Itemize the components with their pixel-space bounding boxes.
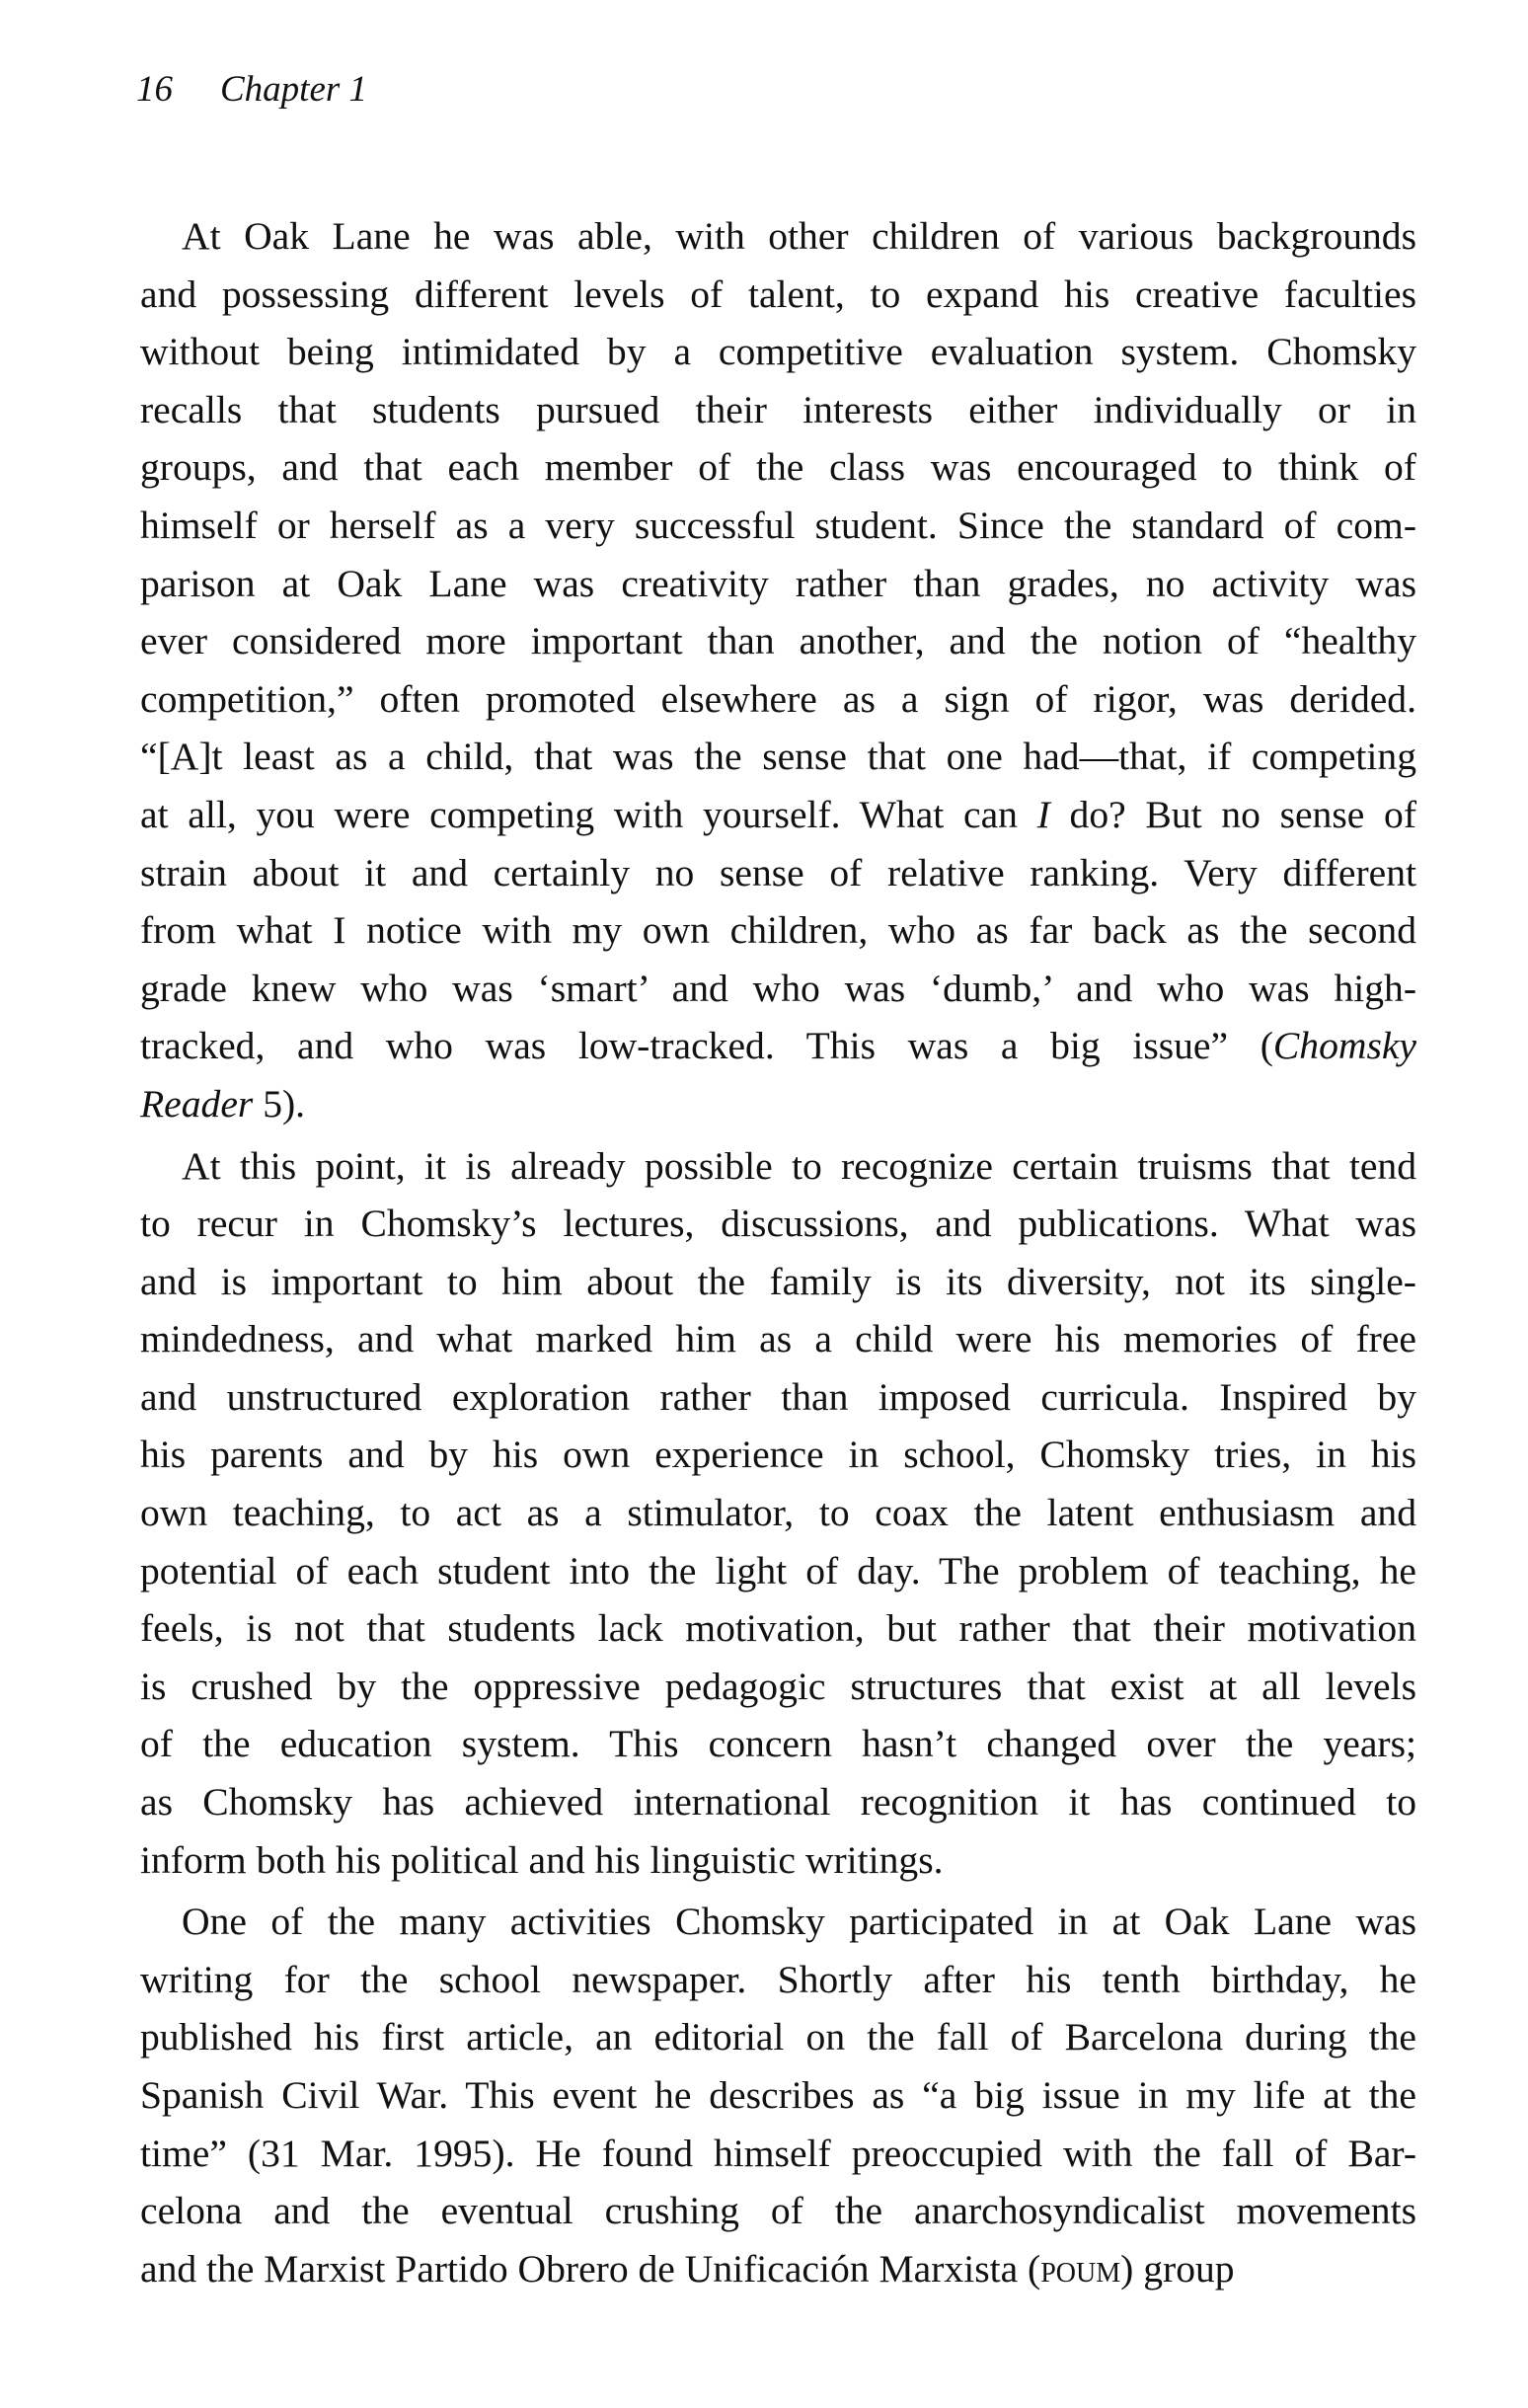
text-line: himself or herself as a very successful student. Since the standard of com-	[140, 503, 1416, 547]
text-line: his parents and by his own experience in school, Chomsky tries, in his	[140, 1433, 1416, 1477]
text-line	[140, 1075, 1416, 1133]
text-line	[140, 1017, 1416, 1075]
paragraph	[140, 1137, 1416, 1890]
text-line: time” (31 Mar. 1995). He found himself preoccupied with the fall of Bar-	[140, 2131, 1416, 2175]
italic-run: Chomsky	[1272, 1024, 1416, 1068]
text-line	[140, 786, 1416, 844]
text-line: feels, is not that students lack motivation, but rather that their motivation	[140, 1606, 1416, 1651]
small-caps-run: poum	[1040, 2246, 1121, 2291]
text-line: published his first article, an editorial on the fall of Barcelona during the	[140, 2015, 1416, 2059]
text-run: 5).	[253, 1081, 306, 1126]
text-line: “[A]t least as a child, that was the sense that one had—that, if competing	[140, 735, 1416, 779]
text-line: and unstructured exploration rather than imposed curricula. Inspired by	[140, 1374, 1416, 1419]
paragraph	[140, 1893, 1416, 2297]
text-line: and is important to him about the family is its diversity, not its single-	[140, 1259, 1416, 1303]
text-run: at all, you were competing with yourself. What can	[140, 792, 1037, 836]
text-line: is crushed by the oppressive pedagogic structures that exist at all levels	[140, 1664, 1416, 1708]
chapter-label: Chapter 1	[220, 69, 368, 110]
text-line: recalls that students pursued their interests either individually or in	[140, 387, 1416, 431]
text-line: At this point, it is already possible to recognize certain truisms that tend	[182, 1143, 1416, 1188]
page-number: 16	[136, 69, 173, 110]
text-line: ever considered more important than another, and the notion of “healthy	[140, 619, 1416, 663]
text-run: ) group	[1120, 2246, 1235, 2291]
text-line: own teaching, to act as a stimulator, to coax the latent enthusiasm and	[140, 1491, 1416, 1535]
text-line: At Oak Lane he was able, with other children of various backgrounds	[182, 214, 1416, 258]
text-line: and possessing different levels of talent, to expand his creative faculties	[140, 272, 1416, 316]
text-line: groups, and that each member of the class was encouraged to think of	[140, 445, 1416, 490]
text-line: strain about it and certainly no sense of relative ranking. Very different	[140, 850, 1416, 894]
paragraph	[140, 207, 1416, 1133]
italic-run: Reader	[140, 1081, 254, 1126]
text-line: One of the many activities Chomsky participated in at Oak Lane was	[182, 1900, 1416, 1944]
text-run: do? But no sense of	[1049, 792, 1416, 836]
text-line: writing for the school newspaper. Shortly after his tenth birthday, he	[140, 1957, 1416, 2001]
text-line	[140, 2240, 1416, 2298]
text-line: grade knew who was ‘smart’ and who was ‘dumb,’ and who was high-	[140, 966, 1416, 1010]
text-line: parison at Oak Lane was creativity rather than grades, no activity was	[140, 561, 1416, 605]
text-line: potential of each student into the light of day. The problem of teaching, he	[140, 1548, 1416, 1592]
text-line: of the education system. This concern hasn’t changed over the years;	[140, 1722, 1416, 1766]
text-line: mindedness, and what marked him as a child were his memories of free	[140, 1317, 1416, 1361]
text-run: and the Marxist Partido Obrero de Unificación Marxista (	[140, 2246, 1041, 2291]
text-line: Spanish Civil War. This event he describes as “a big issue in my life at the	[140, 2073, 1416, 2117]
body-text	[140, 207, 1416, 2297]
italic-run: I	[1036, 792, 1050, 836]
text-run: tracked, and who was low-tracked. This was a big issue” (	[140, 1024, 1273, 1068]
text-line: from what I notice with my own children, who as far back as the second	[140, 908, 1416, 953]
text-line: without being intimidated by a competitive evaluation system. Chomsky	[140, 330, 1416, 374]
text-line: celona and the eventual crushing of the anarchosyndicalist movements	[140, 2189, 1416, 2233]
text-line: as Chomsky has achieved international recognition it has continued to	[140, 1780, 1416, 1825]
text-line: to recur in Chomsky’s lectures, discussions, and publications. What was	[140, 1202, 1416, 1246]
running-head	[136, 71, 367, 108]
text-line: competition,” often promoted elsewhere as a sign of rigor, was derided.	[140, 676, 1416, 721]
text-line: inform both his political and his linguistic writings.	[140, 1837, 944, 1882]
